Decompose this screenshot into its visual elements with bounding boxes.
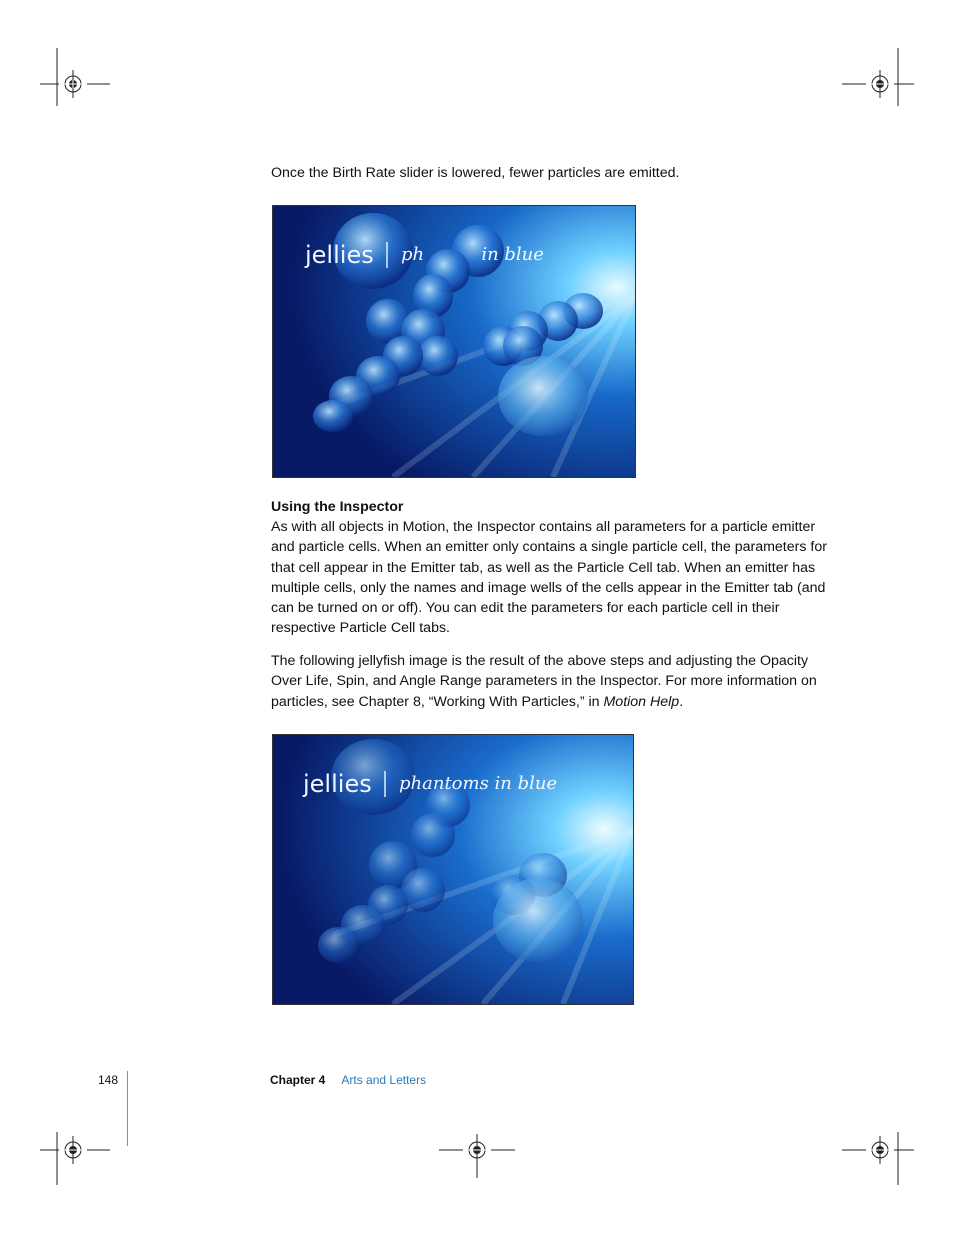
crop-mark-top-right bbox=[838, 48, 918, 118]
figure1-subtitle: ph in blue bbox=[401, 244, 544, 265]
footer-rule bbox=[127, 1071, 128, 1146]
section-paragraph-2 bbox=[271, 651, 827, 712]
crop-mark-top-left bbox=[40, 48, 120, 118]
section-paragraph-1: As with all objects in Motion, the Inspector contains all parameters for a particle emitter and particle cells. When an emitter only contains a single particle cell, the parameters for that cell appear in the Emitter tab, as well as the Particle Cell tab. When an emitter has multiple cells, only the names and image wells of the cells appear in the Emitter tab (and can be turned on or off). You can edit the parameters for each particle cell in their respective Particle Cell tabs. bbox=[271, 519, 827, 637]
chapter-number: Chapter 4 bbox=[270, 1073, 326, 1087]
page-number: 148 bbox=[98, 1073, 119, 1087]
crop-mark-bottom-center bbox=[437, 1130, 517, 1190]
section-heading: Using the Inspector bbox=[271, 499, 404, 515]
figure1-title: jellies bbox=[305, 241, 374, 269]
jellyfish-figure-2 bbox=[272, 734, 634, 1005]
jellyfish-figure-1 bbox=[272, 205, 636, 478]
intro-text: Once the Birth Rate slider is lowered, fewer particles are emitted. bbox=[271, 165, 680, 181]
figure2-subtitle: phantoms in blue bbox=[399, 773, 558, 794]
crop-mark-bottom-left bbox=[40, 1130, 120, 1190]
figure2-title: jellies bbox=[303, 770, 372, 798]
crop-mark-bottom-right bbox=[838, 1130, 918, 1190]
chapter-label bbox=[270, 1073, 426, 1087]
chapter-title-link[interactable]: Arts and Letters bbox=[341, 1073, 427, 1087]
paragraph-2-text: The following jellyfish image is the result of the above steps and adjusting the Opacity Over Life, Spin, and Angle Range parameters in the Inspector. For more information on particles, see Chapter 8, “Working With Particles,” in bbox=[271, 653, 817, 710]
paragraph-2-end: . bbox=[679, 693, 684, 710]
motion-help-reference: Motion Help bbox=[603, 693, 680, 710]
